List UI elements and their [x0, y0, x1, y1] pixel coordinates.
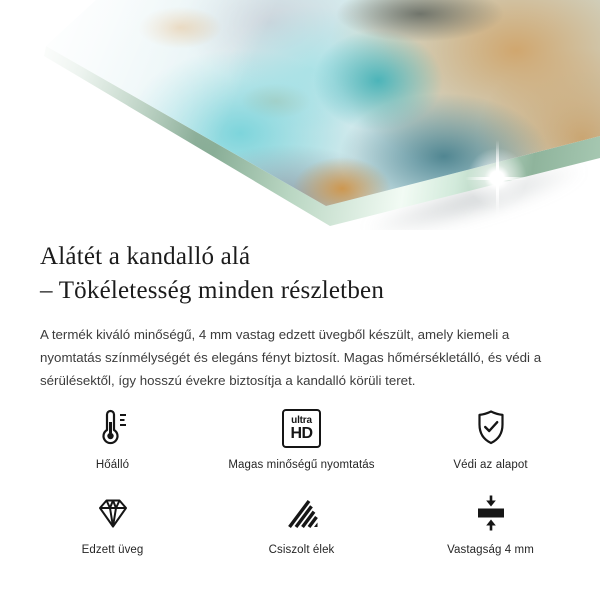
feature-label: Csiszolt élek	[268, 544, 335, 556]
content-area	[0, 240, 600, 556]
thermometer-icon	[93, 406, 133, 450]
ultra-hd-badge-bottom: HD	[290, 424, 313, 442]
shield-check-icon	[471, 406, 511, 450]
page-title	[40, 240, 560, 308]
feature-label: Magas minőségű nyomtatás	[228, 459, 375, 471]
feature-ultra-hd-print	[207, 406, 396, 471]
feature-label: Edzett üveg	[81, 544, 144, 556]
product-image	[0, 0, 600, 230]
feature-tempered-glass	[18, 491, 207, 556]
diamond-icon	[93, 491, 133, 535]
feature-label: Hőálló	[95, 459, 130, 471]
feature-label: Védi az alapot	[453, 459, 528, 471]
thickness-icon	[471, 491, 511, 535]
page-title-line1: Alátét a kandalló alá	[40, 243, 251, 270]
ultra-hd-icon	[282, 406, 321, 450]
ultra-hd-badge-top: ultra	[291, 414, 312, 426]
feature-protects-base	[396, 406, 585, 471]
feature-heat-resistant	[18, 406, 207, 471]
features-grid	[18, 406, 585, 556]
feature-thickness	[396, 491, 585, 556]
feature-label: Vastagság 4 mm	[447, 544, 534, 556]
page-title-line2: – Tökéletesség minden részletben	[40, 277, 385, 304]
feature-polished-edges	[207, 491, 396, 556]
product-description: A termék kiváló minőségű, 4 mm vastag edzett üvegből készült, amely kiemeli a nyomtatás színmélységét és elegáns fényt biztosít. Magas hőmérsékletálló, és védi a sérülésektől, így hosszú évekre biztosítja a kandalló körüli teret.	[40, 327, 542, 388]
polished-edges-icon	[282, 491, 322, 535]
